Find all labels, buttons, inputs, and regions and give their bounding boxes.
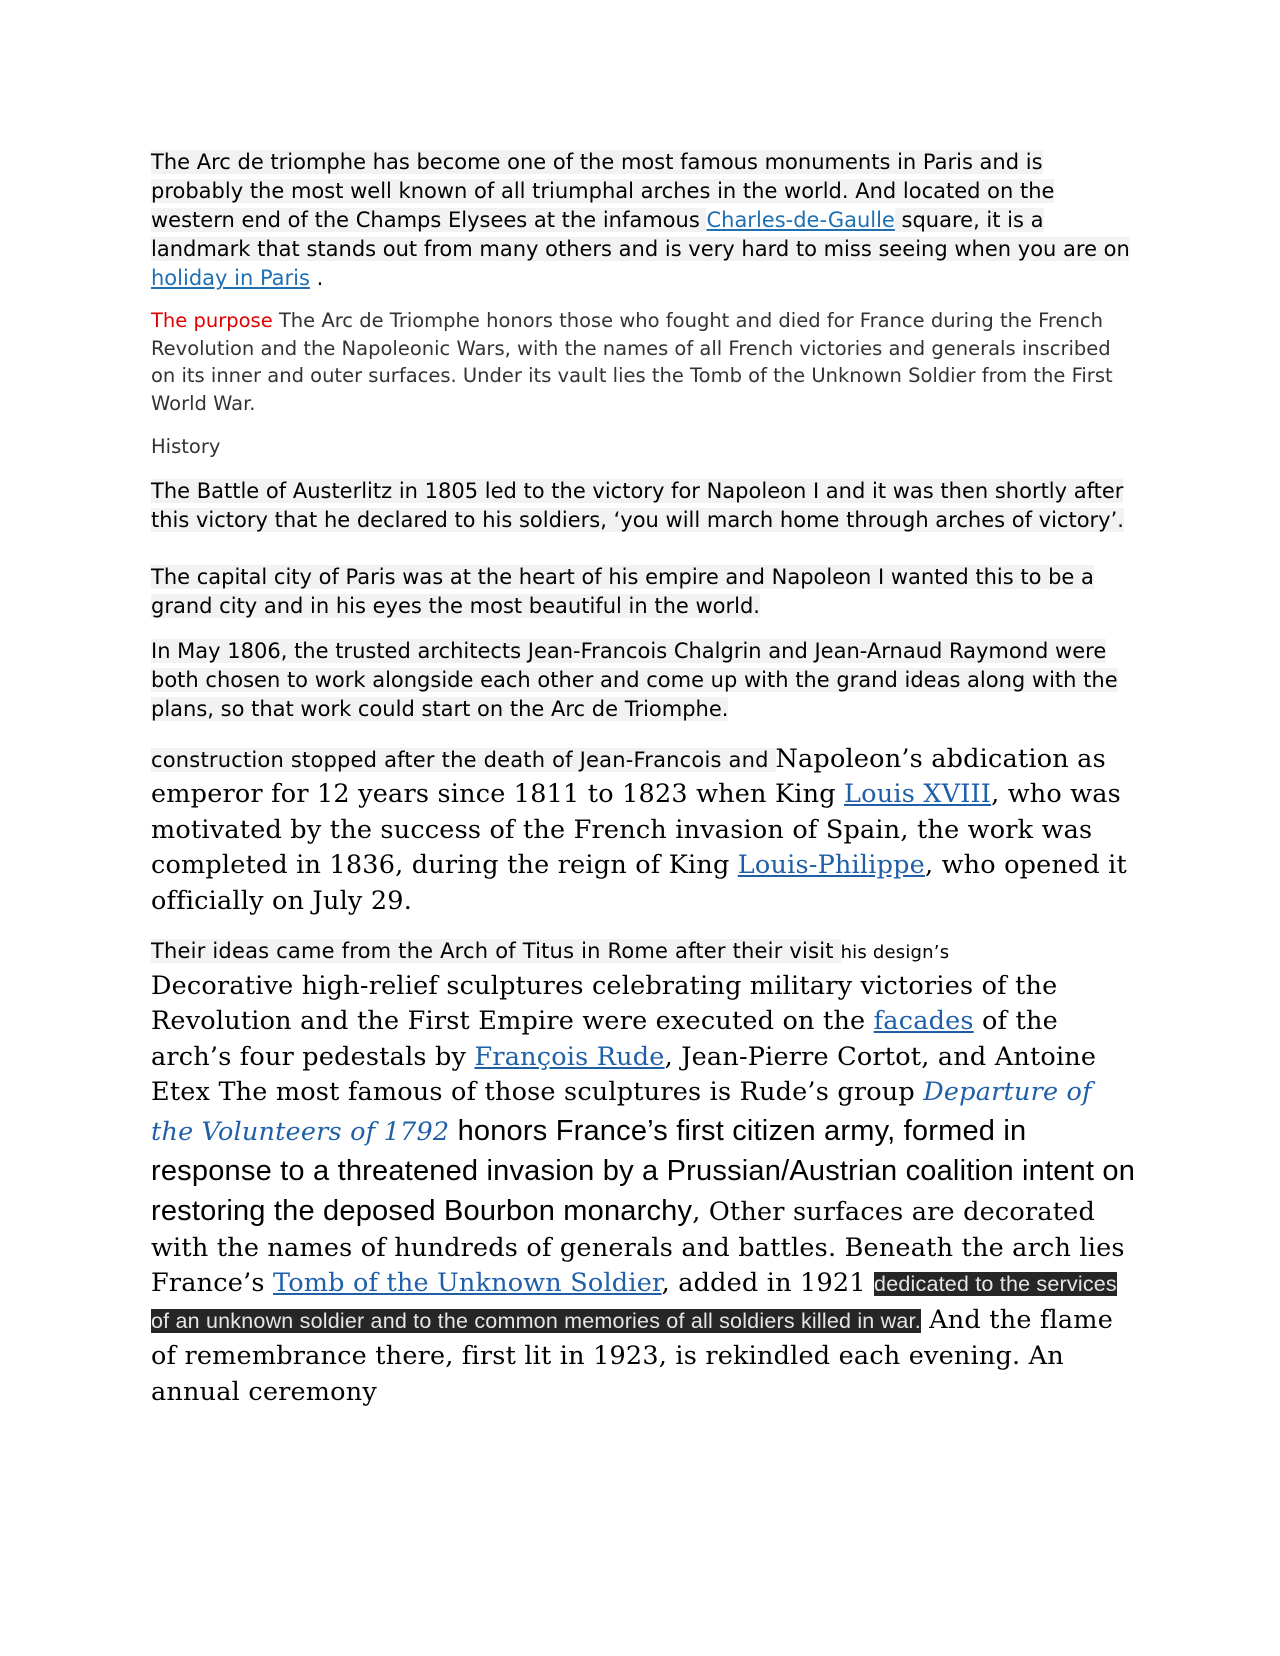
link-holiday-in-paris[interactable]: holiday in Paris (151, 266, 310, 290)
intro-text-c: . (309, 266, 324, 290)
architects-text: In May 1806, the trusted architects Jean-Francois Chalgrin and Jean-Arnaud Raymond were both chosen to work alongside each other and come up with the grand ideas along with the plans, so that work could start on the Arc de Triomphe. (151, 638, 1118, 721)
paragraph-sculptures (151, 933, 1141, 1410)
capital-text: The capital city of Paris was at the heart of his empire and Napoleon I wanted this to be a grand city and in his eyes the most beautiful in the world. (151, 564, 1094, 618)
sculptures-text-h: , added in 1921 (661, 1268, 875, 1298)
purpose-text: The Arc de Triomphe honors those who fought and died for France during the French Revolution and the Napoleonic Wars, with the names of all French victories and generals inscribed on its inner and outer surfaces. Under its vault lies the Tomb of the Unknown Soldier from the First World War. (151, 309, 1113, 415)
paragraph-architects (151, 637, 1141, 724)
history-heading: History (151, 435, 221, 458)
sculptures-text-i: And the flame of remembrance there, first lit in 1923, is rekindled each evening. An annual ceremony (151, 1304, 1113, 1407)
intro-text-b: square, it is a landmark that stands out from many others and is very hard to miss seeing when you are on (151, 208, 1130, 261)
paragraph-intro (151, 148, 1141, 293)
construction-text-b: Napoleon’s abdication as emperor for 12 years since 1811 to 1823 when King (151, 743, 1106, 809)
paragraph-purpose (151, 307, 1141, 417)
link-francois-rude[interactable]: François Rude (474, 1041, 665, 1072)
construction-text-a: construction stopped after the death of Jean-Francois and (151, 747, 776, 772)
link-tomb-unknown-soldier[interactable]: Tomb of the Unknown Soldier (272, 1268, 662, 1298)
sculptures-text-d: of the arch’s four pedestals by (151, 1006, 1058, 1072)
intro-text-a: The Arc de triomphe has become one of the most famous monuments in Paris and is probably the most well known of all triumphal arches in the world. And located on the western end of the Champs Elysees at the infamous (151, 150, 1055, 232)
link-louis-xviii[interactable]: Louis XVIII (844, 779, 992, 809)
sculptures-text-e: , Jean-Pierre Cortot, and Antoine Etex The most famous of those sculptures is Rude’s group (151, 1041, 1097, 1107)
sculptures-text-g: , Other surfaces are decorated with the names of hundreds of generals and battles. Beneath the arch lies France’s (151, 1196, 1125, 1298)
austerlitz-text: The Battle of Austerlitz in 1805 led to the victory for Napoleon I and it was then shortly after this victory that he declared to his soldiers, ‘you will march home through arches of victory’. (151, 478, 1124, 532)
link-charles-de-gaulle[interactable]: Charles-de-Gaulle (706, 208, 895, 232)
sculptures-text-c: Decorative high-relief sculptures celebrating military victories of the Revolution and the First Empire were executed on the (151, 970, 1058, 1036)
paragraph-capital (151, 563, 1141, 621)
construction-text-c: , who was motivated by the success of the French invasion of Spain, the work was completed in 1836, during the reign of King (151, 779, 1121, 880)
dark-highlight-text: dedicated to the services of an unknown soldier and to the common memories of all soldiers killed in war. (151, 1272, 1117, 1333)
construction-text-d: , who opened it officially on July 29. (151, 850, 1127, 916)
departure-title: Departure of the Volunteers of 1792 (151, 1077, 1092, 1147)
link-louis-philippe[interactable]: Louis-Philippe (737, 850, 925, 880)
sculptures-text-b: his design’s (840, 942, 950, 963)
purpose-label: The purpose (151, 309, 273, 332)
paragraph-austerlitz (151, 477, 1141, 535)
sculptures-text-f: honors France’s first citizen army, formed in response to a threatened invasion by a Prussian/Austrian coalition intent on restoring the deposed Bourbon monarchy (151, 1114, 1136, 1227)
link-facades[interactable]: facades (873, 1006, 974, 1036)
sculptures-text-a: Their ideas came from the Arch of Titus in Rome after their visit (151, 939, 841, 963)
paragraph-construction (151, 742, 1141, 920)
document-body (151, 148, 1141, 1410)
